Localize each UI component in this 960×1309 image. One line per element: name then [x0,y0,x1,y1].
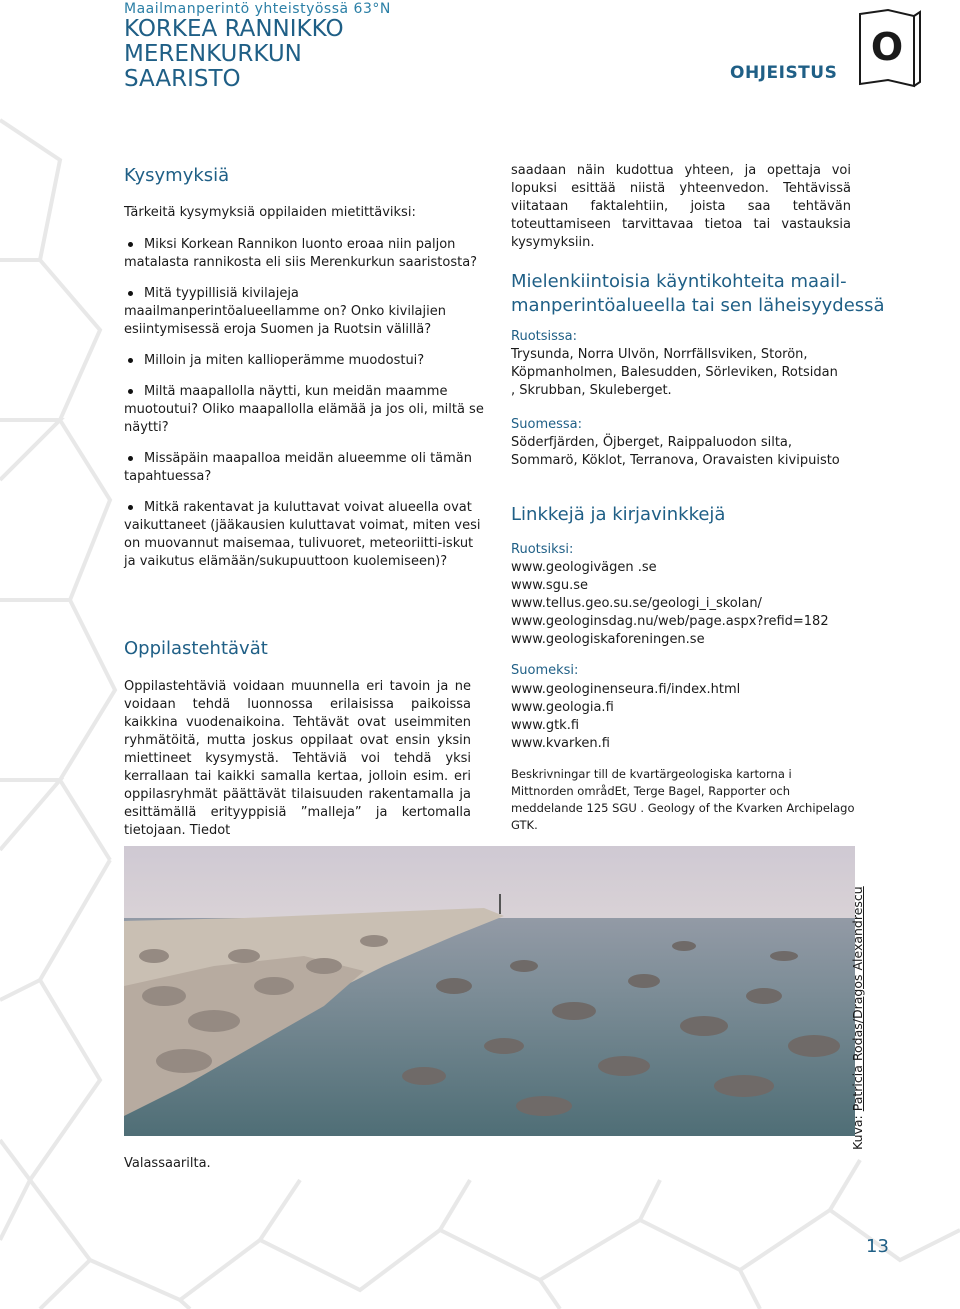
title-line: MERENKURKUN [124,41,302,67]
series-label: Maailmanperintö yhteistyössä 63°N [124,1,391,17]
swedish-links-label: Ruotsiksi: [511,542,574,557]
questions-heading: Kysymyksiä [124,165,230,186]
list-item: Missäpäin maapalloa meidän alueemme oli tämän tapahtuessa? [124,450,484,486]
tasks-heading: Oppilastehtävät [124,638,268,659]
credit-prefix: Kuva: [850,1111,865,1150]
section-letter: O [870,25,904,69]
title-line: SAARISTO [124,66,241,92]
visits-heading-line: manperintöalueella tai sen läheisyydessä [511,295,885,316]
link[interactable]: www.geologiskaforeningen.se [511,632,705,647]
books-text: Beskrivningar till de kvartärgeologiska kartorna i Mittnorden områdEt, Terge Bagel, Rapporter och meddelande 125 SGU . Geology of the Kvarken Archipelago GTK. [511,767,855,832]
tasks-paragraph: Oppilastehtäviä voidaan muunnella eri tavoin ja ne voidaan tehdä luonnossa erilaisissa paikoissa kaikkina vuodenaikoina. Tehtävät ovat useimmiten ryhmätöitä, mutta joskus oppilaat ovat ensin yksin miettineet kysymystä. Tehtäviä voi tehdä yksi kerrallaan tai kaikki samalla kertaa, jolloin esim. eri oppilasryhmät päättävät tilaisuuden rakentamalla ja esittämällä erityyppisiä ”malleja” ja kertomalla tietojaan. Tiedot [124,679,471,838]
book-icon [858,8,948,88]
questions-lead: Tärkeitä kysymyksiä oppilaiden mietittäviksi: [124,205,416,220]
list-item: Mitkä rakentavat ja kuluttavat voivat alueella ovat vaikuttaneet (jääkausien kuluttavat voimat, miten vesi on muovannut maisemaa, tulivuoret, meteoriitti-iskut ja vaikutus elämään/sukupuuttoon kuolemiseen)? [124,499,484,571]
page-number: 13 [866,1236,889,1257]
tasks-continuation: saadaan näin kudottua yhteen, ja opettaja voi lopuksi esittää niistä yhteenvedon. Tehtävissä viitataan faktalehtiin, joista saa tehtävän toteuttamiseen tarvittavaa tietoa tai vastauksia kysymyksiin. [511,163,851,250]
finnish-links-label: Suomeksi: [511,663,579,678]
list-item: Milloin ja miten kallioperämme muodostui? [124,352,484,370]
list-item: Miltä maapallolla näytti, kun meidän maamme muotoutui? Oliko maapallolla elämää ja jos oli, miltä se näytti? [124,384,484,435]
links-heading: Linkkejä ja kirjavinkkejä [511,504,726,525]
link[interactable]: www.gtk.fi [511,718,580,733]
finnish-links [511,681,851,753]
link[interactable]: www.kvarken.fi [511,736,610,751]
link[interactable]: www.geologinsdag.nu/web/page.aspx?refid=182 [511,614,829,629]
link[interactable]: www.tellus.geo.su.se/geologi_i_skolan/ [511,596,762,611]
finland-label: Suomessa: [511,417,582,432]
swedish-links [511,559,851,649]
link[interactable]: www.sgu.se [511,578,589,593]
link[interactable]: www.geologivägen .se [511,560,657,575]
sweden-label: Ruotsissa: [511,329,578,344]
page-title [124,17,504,92]
finland-places: Söderfjärden, Öjberget, Raippaluodon silta, Sommarö, Köklot, Terranova, Oravaisten kivipuisto [511,435,840,468]
link[interactable]: www.geologinenseura.fi/index.html [511,682,741,697]
visits-heading-line: Mielenkiintoisia käyntikohteita maail- [511,271,847,292]
photo-credit [850,850,865,1150]
credit-name: Patricia Rodas/Dragos Alexandrescu [850,886,865,1112]
visits-heading [511,270,885,318]
list-item: Miksi Korkean Rannikon luonto eroaa niin paljon matalasta rannikosta eli siis Merenkurkun saaristosta? [124,236,484,272]
photo-caption: Valassaarilta. [124,1156,211,1171]
list-item: Mitä tyypillisiä kivilajeja maailmanperintöalueellamme on? Onko kivilajien esiintymisessä eroja Suomen ja Ruotsin välillä? [124,285,484,339]
coast-photo [124,846,855,1136]
section-label: OHJEISTUS [730,63,838,83]
questions-list [124,236,484,584]
title-line: KORKEA RANNIKKO [124,16,344,42]
link[interactable]: www.geologia.fi [511,700,614,715]
sweden-places: Trysunda, Norra Ulvön, Norrfällsviken, Storön, Köpmanholmen, Balesudden, Sörleviken, Rotsidan , Skrubban, Skuleberget. [511,347,838,398]
